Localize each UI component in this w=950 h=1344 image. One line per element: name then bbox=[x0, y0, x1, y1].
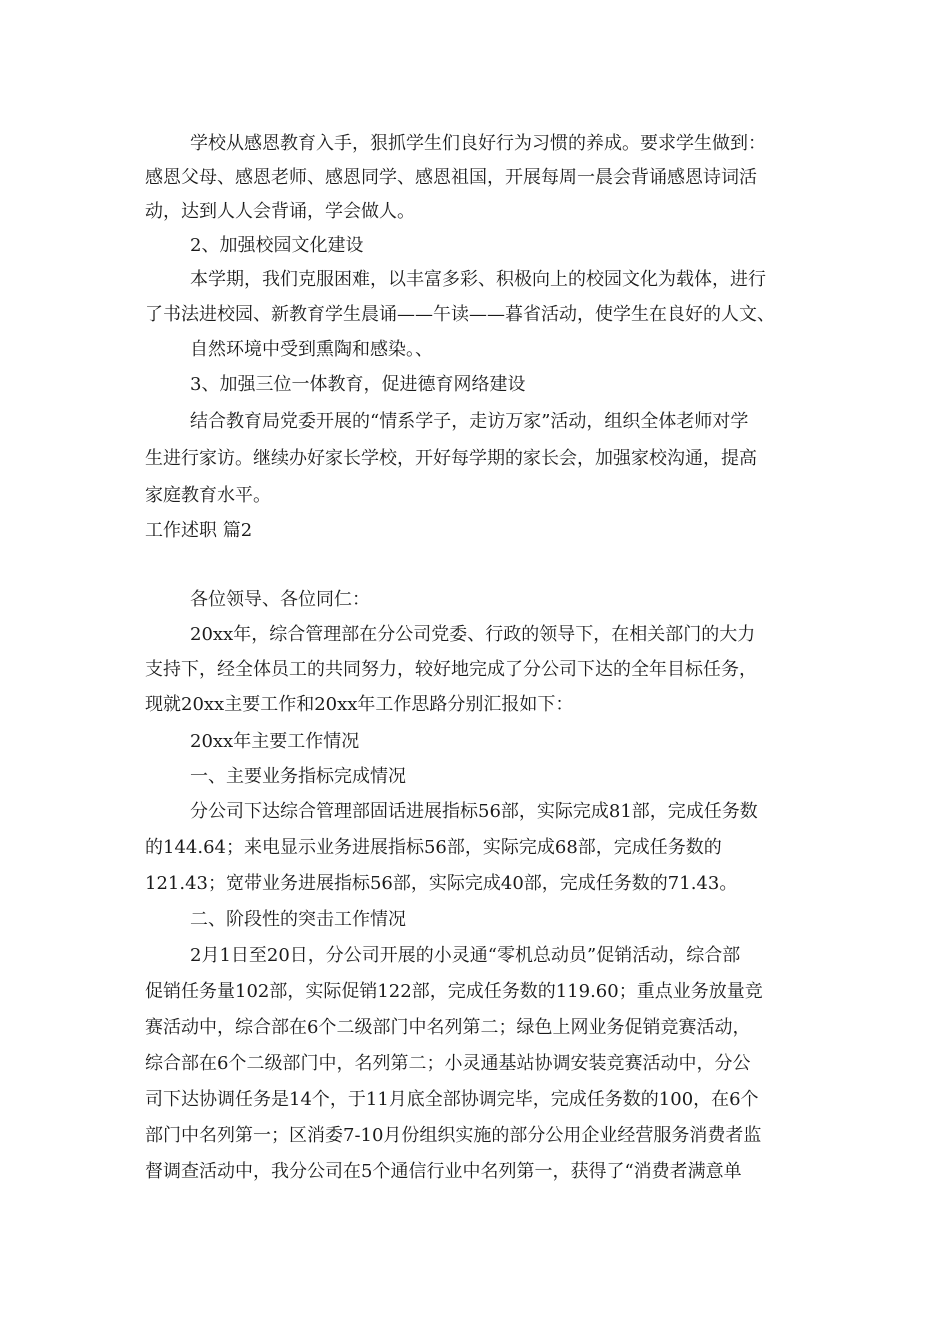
paragraph-line: 督调查活动中，我分公司在5个通信行业中名列第一，获得了“消费者满意单 bbox=[145, 1161, 742, 1182]
section-heading: 3、加强三位一体教育，促进德育网络建设 bbox=[190, 374, 526, 395]
paragraph-line: 20xx年，综合管理部在分公司党委、行政的领导下，在相关部门的大力 bbox=[190, 624, 756, 645]
paragraph-line: 了书法进校园、新教育学生晨诵——午读——暮省活动，使学生在良好的人文、 bbox=[145, 304, 775, 325]
section-heading: 20xx年主要工作情况 bbox=[190, 731, 360, 752]
paragraph-line: 司下达协调任务是14个，于11月底全部协调完毕，完成任务数的100，在6个 bbox=[145, 1089, 759, 1110]
paragraph-line: 感恩父母、感恩老师、感恩同学、感恩祖国，开展每周一晨会背诵感恩诗词活 bbox=[145, 167, 757, 188]
paragraph-line: 现就20xx主要工作和20xx年工作思路分别汇报如下： bbox=[145, 694, 574, 715]
paragraph-line: 促销任务量102部，实际促销122部，完成任务数的119.60；重点业务放量竞 bbox=[145, 981, 763, 1002]
section-heading: 2、加强校园文化建设 bbox=[190, 235, 364, 256]
paragraph-line: 赛活动中，综合部在6个二级部门中名列第二；绿色上网业务促销竞赛活动， bbox=[145, 1017, 751, 1038]
paragraph-line: 的144.64；来电显示业务进展指标56部，实际完成68部，完成任务数的 bbox=[145, 837, 722, 858]
paragraph-line: 2月1日至20日，分公司开展的小灵通“零机总动员”促销活动，综合部 bbox=[190, 945, 741, 966]
paragraph-line: 家庭教育水平。 bbox=[145, 485, 271, 506]
paragraph-line: 动，达到人人会背诵，学会做人。 bbox=[145, 201, 415, 222]
document-subtitle: 工作述职 篇2 bbox=[145, 520, 253, 541]
paragraph-line: 学校从感恩教育入手，狠抓学生们良好行为习惯的养成。要求学生做到： bbox=[190, 133, 766, 154]
paragraph-line: 121.43；宽带业务进展指标56部，实际完成40部，完成任务数的71.43。 bbox=[145, 873, 738, 894]
section-heading: 一、主要业务指标完成情况 bbox=[190, 766, 406, 787]
paragraph-line: 部门中名列第一；区消委7-10月份组织实施的部分公用企业经营服务消费者监 bbox=[145, 1125, 762, 1146]
paragraph-line: 本学期，我们克服困难，以丰富多彩、积极向上的校园文化为载体，进行 bbox=[190, 269, 766, 290]
paragraph-line: 生进行家访。继续办好家长学校，开好每学期的家长会，加强家校沟通，提高 bbox=[145, 448, 757, 469]
section-heading: 二、阶段性的突击工作情况 bbox=[190, 909, 406, 930]
paragraph-line: 自然环境中受到熏陶和感染。、 bbox=[190, 339, 433, 360]
paragraph-line: 支持下，经全体员工的共同努力，较好地完成了分公司下达的全年目标任务， bbox=[145, 659, 757, 680]
paragraph-line: 分公司下达综合管理部固话进展指标56部，实际完成81部，完成任务数 bbox=[190, 801, 758, 822]
paragraph-line: 综合部在6个二级部门中，名列第二；小灵通基站协调安装竞赛活动中，分公 bbox=[145, 1053, 751, 1074]
salutation: 各位领导、各位同仁： bbox=[190, 589, 370, 610]
paragraph-line: 结合教育局党委开展的“情系学子，走访万家”活动，组织全体老师对学 bbox=[190, 411, 749, 432]
